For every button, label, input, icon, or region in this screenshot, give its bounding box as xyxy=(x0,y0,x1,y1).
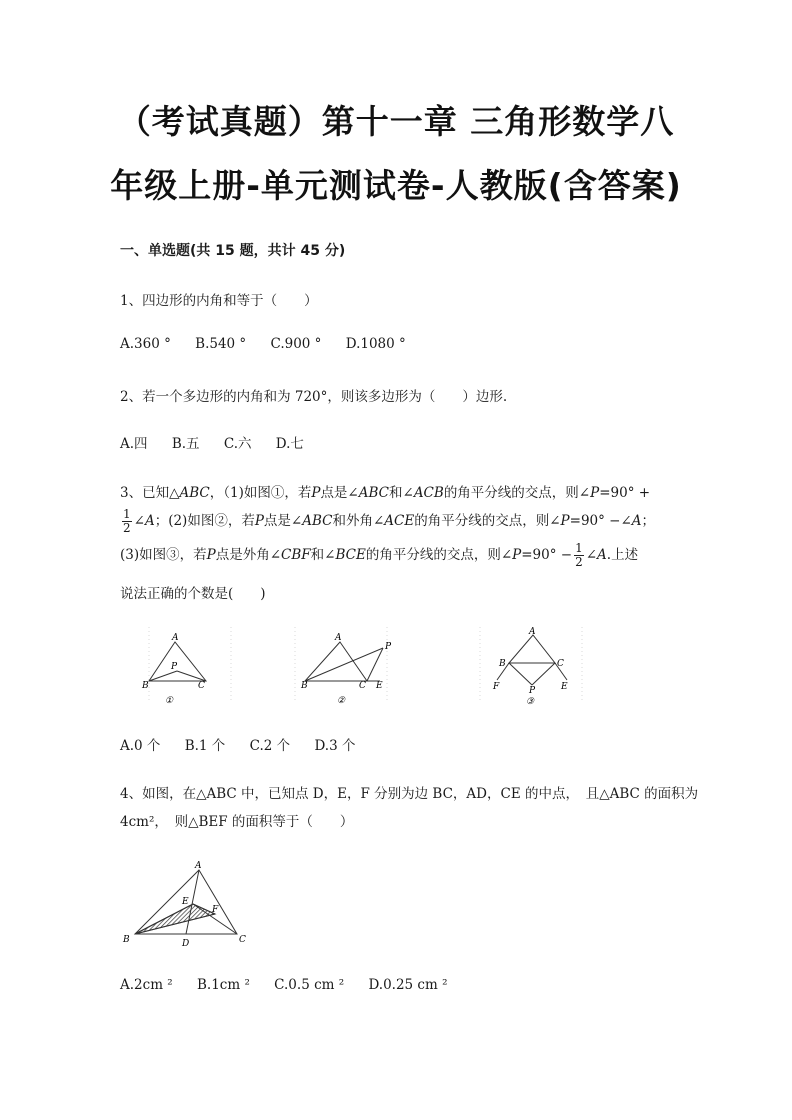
q3-text: ∠ xyxy=(585,547,598,563)
fig3-caption: ③ xyxy=(526,697,535,707)
q2-option-a: A.四 xyxy=(120,436,148,452)
q3-option-d: D.3 个 xyxy=(314,738,356,754)
fig2-label-a: A xyxy=(335,633,342,643)
fig1-caption: ① xyxy=(165,696,174,706)
q4-option-d: D.0.25 cm ² xyxy=(368,977,448,993)
q3-text: 的角平分线的交点，则∠ xyxy=(365,547,513,563)
q4-line2: 4cm²， 则△BEF 的面积等于（ ） xyxy=(120,814,354,830)
q3-line4: 说法正确的个数是( ) xyxy=(120,586,266,602)
q3-text: ，（1)如图①，若 xyxy=(209,485,312,501)
fig1-label-c: C xyxy=(198,681,205,691)
q3-text: ACB xyxy=(413,485,444,501)
fig3-label-f: F xyxy=(493,682,500,692)
q3-text: 和外角∠ xyxy=(332,513,385,529)
q3-option-a: A.0 个 xyxy=(120,738,161,754)
fig1-label-b: B xyxy=(142,681,149,691)
fraction-denominator: 2 xyxy=(575,555,583,569)
q4-line1: 4、如图，在△ABC 中，已知点 D，E，F 分别为边 BC，AD，CE 的中点， 且△ABC 的面积为 xyxy=(120,786,699,802)
q1-option-b: B.540 ° xyxy=(195,336,247,352)
q3-text: .上述 xyxy=(606,547,639,563)
q2-stem: 2、若一个多边形的内角和为 720°，则该多边形为（ ）边形. xyxy=(120,389,508,405)
fraction-half xyxy=(122,508,132,535)
q3-line3 xyxy=(120,542,638,569)
q3-text: ABC xyxy=(358,485,389,501)
q3-text: 点是∠ xyxy=(320,485,359,501)
q3-text: =90° + xyxy=(599,485,651,501)
q4-options xyxy=(120,977,468,993)
fig3-label-b: B xyxy=(499,659,506,669)
q3-text: P xyxy=(560,513,570,529)
q3-option-c: C.2 个 xyxy=(249,738,291,754)
fig4-label-f: F xyxy=(212,905,219,915)
q1-option-c: C.900 ° xyxy=(270,336,322,352)
q3-figures xyxy=(135,625,595,710)
fig4-label-d: D xyxy=(182,939,190,949)
fraction-numerator: 1 xyxy=(575,541,583,555)
fig1-label-p: P xyxy=(171,662,178,672)
q1-stem: 1、四边形的内角和等于（ ） xyxy=(120,293,318,309)
q1-option-a: A.360 ° xyxy=(120,336,171,352)
q4-figure xyxy=(115,858,255,950)
fig4-label-c: C xyxy=(239,935,246,945)
fig1-label-a: A xyxy=(172,633,179,643)
doc-title-line2: 年级上册-单元测试卷-人教版(含答案) xyxy=(110,166,682,205)
q3-text: ABC xyxy=(302,513,333,529)
q3-text: A xyxy=(631,513,642,529)
q2-option-d: D.七 xyxy=(275,436,304,452)
q3-text: 点是∠ xyxy=(263,513,303,529)
q1-option-d: D.1080 ° xyxy=(345,336,406,352)
q3-text: ； xyxy=(641,513,656,529)
q3-text: 和∠ xyxy=(310,547,336,563)
fig2-label-c: C xyxy=(359,681,366,691)
fig2-label-e: E xyxy=(376,681,383,691)
fraction-numerator: 1 xyxy=(123,507,131,521)
q3-text: 点是外角∠ xyxy=(215,547,282,563)
q3-text: =90° −∠ xyxy=(569,513,632,529)
q3-text: A xyxy=(597,547,607,563)
fig4-label-a: A xyxy=(195,861,202,871)
q3-option-b: B.1 个 xyxy=(184,738,226,754)
fig2-caption: ② xyxy=(337,696,346,706)
q4-option-a: A.2cm ² xyxy=(120,977,173,993)
q3-text: BCE xyxy=(335,547,366,563)
figure-1 xyxy=(149,642,206,681)
q3-text: ；(2)如图②，若 xyxy=(154,513,255,529)
q1-options xyxy=(120,336,426,352)
doc-title-line1: （考试真题）第十一章 三角形数学八 xyxy=(117,102,675,141)
fig3-label-p: P xyxy=(529,686,536,696)
q2-options xyxy=(120,432,324,452)
fig2-label-b: B xyxy=(301,681,308,691)
q4-option-c: C.0.5 cm ² xyxy=(274,977,345,993)
q3-text: P xyxy=(590,485,600,501)
fraction-half xyxy=(574,542,584,569)
q3-text: (3)如图③，若 xyxy=(120,547,207,563)
q3-text: 的角平分线的交点，则∠ xyxy=(414,513,561,529)
q3-line1 xyxy=(120,481,650,501)
q3-text: A xyxy=(144,513,155,529)
q3-text: ACE xyxy=(384,513,415,529)
figure-2 xyxy=(305,642,383,681)
fig4-label-e: E xyxy=(182,897,189,907)
q3-line2 xyxy=(120,508,655,535)
fig4-label-b: B xyxy=(123,935,130,945)
q2-option-b: B.五 xyxy=(171,436,200,452)
q4-option-b: B.1cm ² xyxy=(197,977,250,993)
q3-text: P xyxy=(254,513,264,529)
q3-text: 的角平分线的交点，则∠ xyxy=(443,485,591,501)
q3-text: P xyxy=(512,547,522,563)
q3-text: P xyxy=(311,485,321,501)
fig3-label-e: E xyxy=(561,682,568,692)
q3-text: 3、已知△ xyxy=(120,485,180,501)
q3-text: CBF xyxy=(281,547,311,563)
fig2-label-p: P xyxy=(385,642,392,652)
q3-options xyxy=(120,734,375,754)
fig3-label-c: C xyxy=(557,659,564,669)
q3-text: ABC xyxy=(179,485,210,501)
q3-text: 和∠ xyxy=(389,485,414,501)
q3-text: =90° − xyxy=(521,547,573,563)
q3-text: ∠ xyxy=(133,513,145,529)
fig3-label-a: A xyxy=(529,627,536,637)
section-heading: 一、单选题(共 15 题，共计 45 分) xyxy=(120,243,346,259)
q2-option-c: C.六 xyxy=(223,436,252,452)
q3-text: P xyxy=(206,547,216,563)
fraction-denominator: 2 xyxy=(123,521,131,535)
